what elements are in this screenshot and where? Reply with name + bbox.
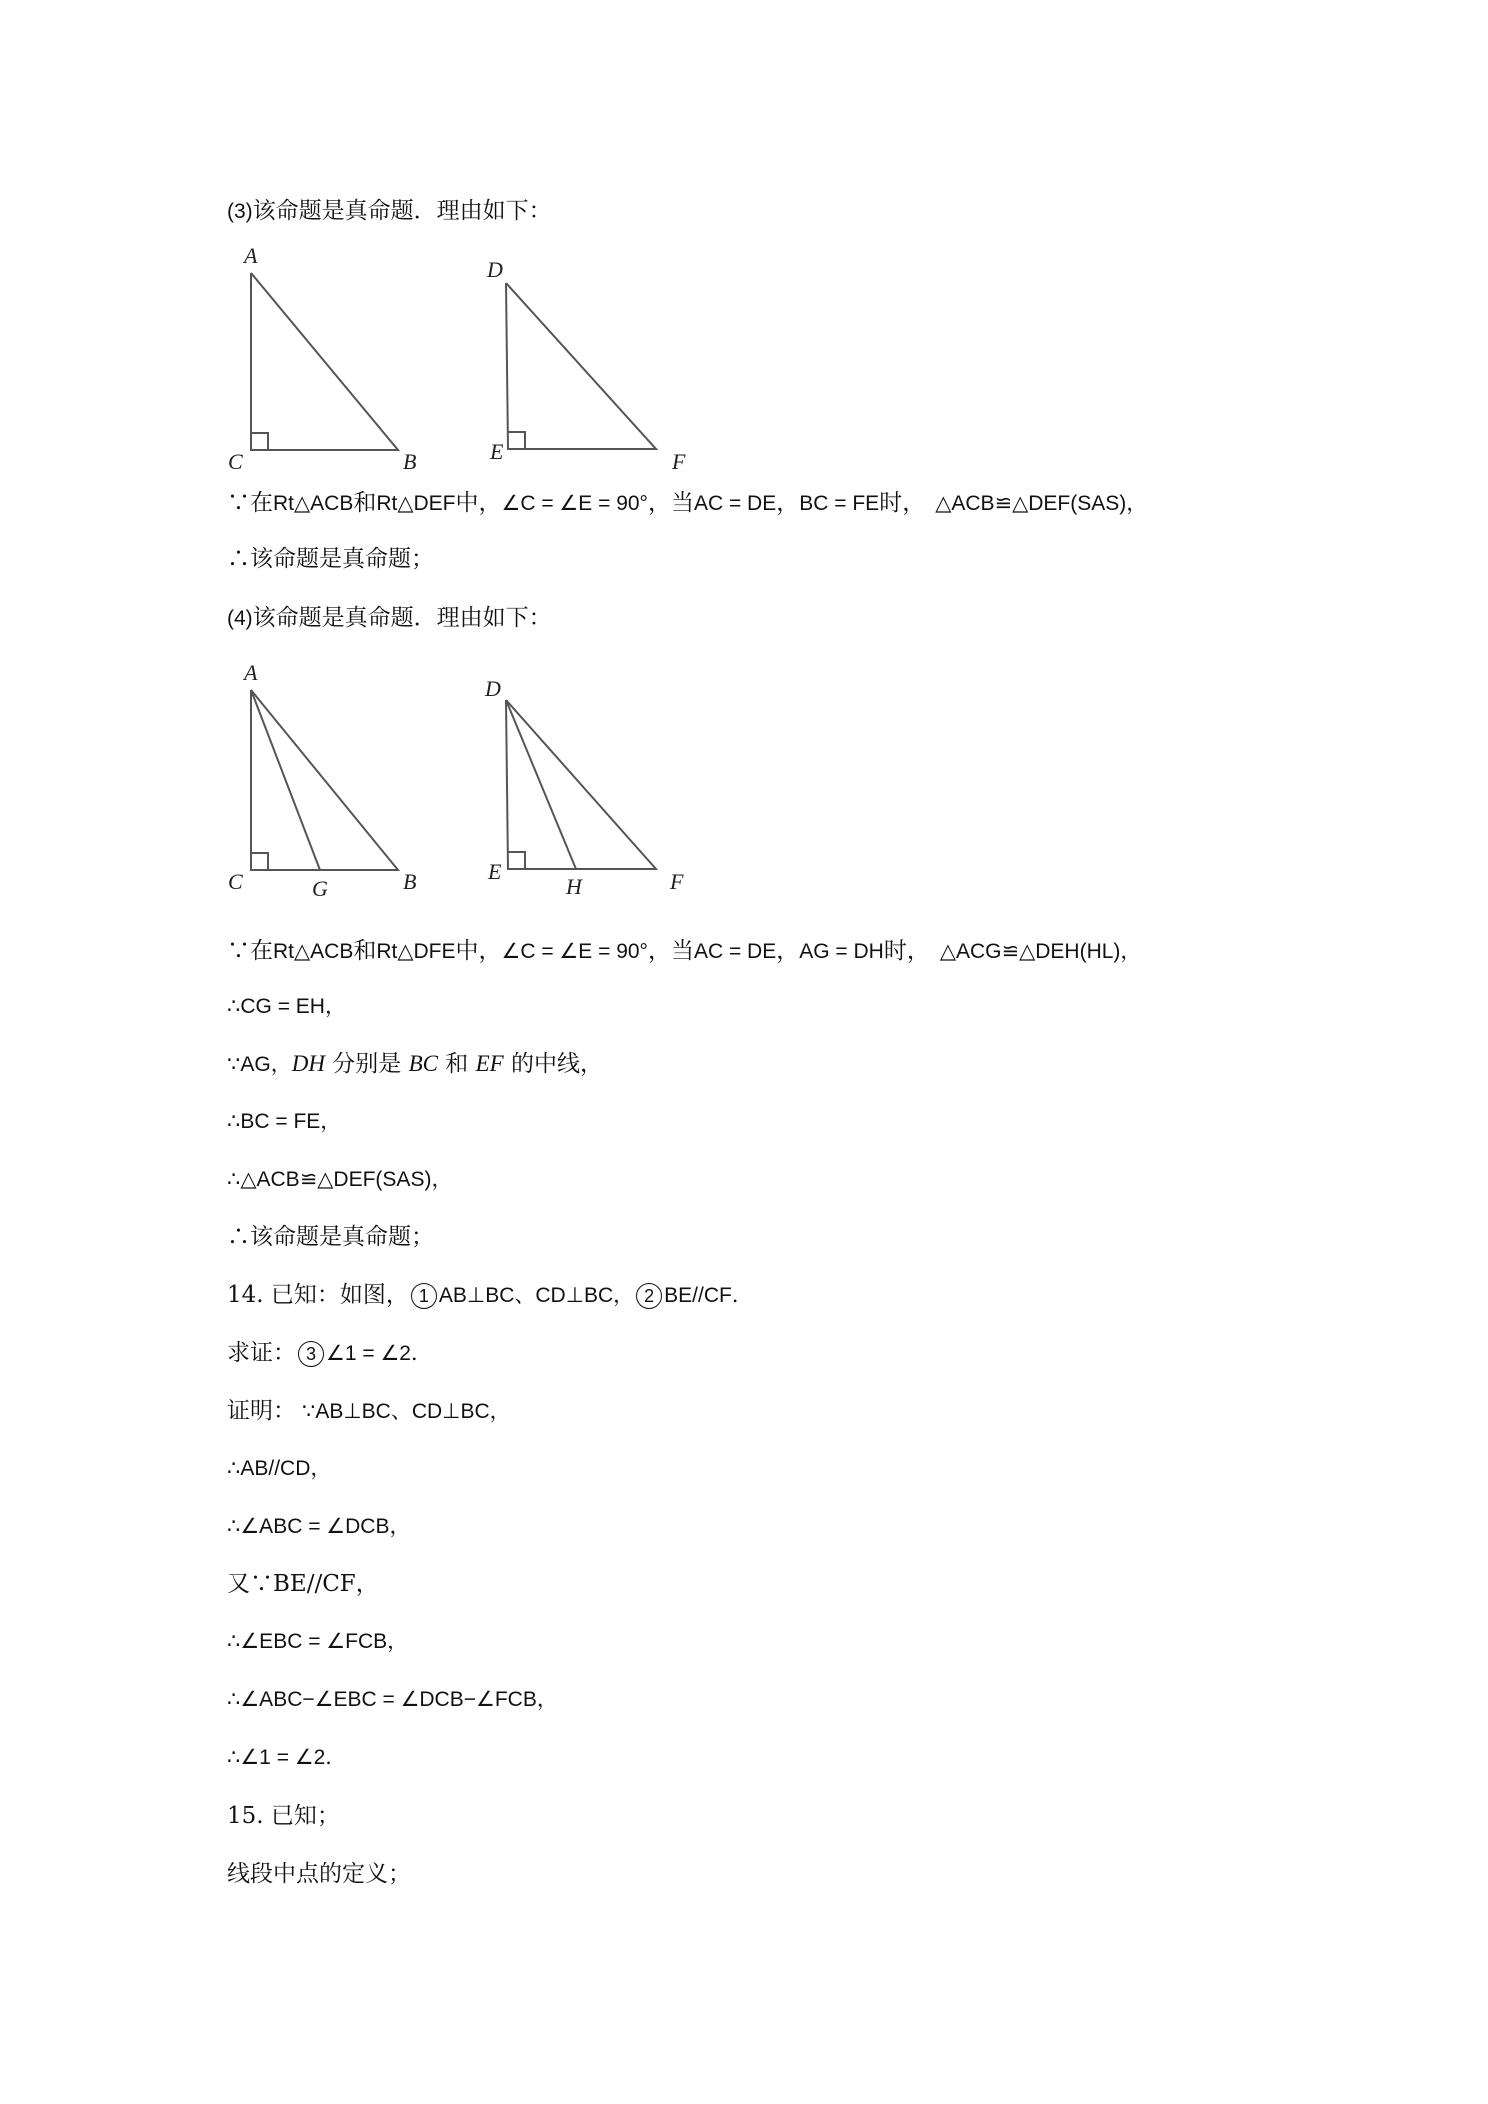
reason-3-p3: 和 (353, 490, 377, 516)
q15-line-1: 15. 已知； (227, 1803, 340, 1829)
q14-given (227, 1280, 753, 1311)
reason-4-p10: AG = DH (799, 940, 884, 963)
section-3-number: (3) (227, 200, 253, 223)
section-4-conclusion: ∴该命题是真命题； (227, 1224, 434, 1250)
q14-line-5: ∴∠ABC−∠EBC = ∠DCB−∠FCB， (227, 1688, 558, 1711)
q14-given-prefix: 14. 已知：如图， (227, 1282, 409, 1308)
reason-3-p7: ，当 (647, 490, 694, 516)
figure-3 (220, 240, 700, 479)
right-angle-mark-c-4 (251, 853, 268, 870)
section-4-reason (227, 936, 1141, 967)
section-4-text: 该命题是真命题．理由如下： (252, 605, 552, 631)
reason-3-p1: ∵在 (227, 490, 273, 516)
q14-given-t1: AB⊥BC、CD⊥BC， (438, 1284, 635, 1307)
figure-4-svg (220, 660, 700, 910)
l2-c: 分别是 (332, 1051, 402, 1077)
section-4-line-2 (227, 1049, 603, 1080)
section-4-line-4: ∴△ACB≌△DEF(SAS)， (227, 1168, 453, 1191)
label-e-4: E (488, 859, 502, 884)
section-3-heading (227, 196, 552, 227)
label-h: H (566, 874, 582, 899)
q14-prove-text: ∠1 = ∠2． (326, 1342, 432, 1365)
l2-g: 的中线， (511, 1051, 603, 1077)
section-3-text: 该命题是真命题．理由如下： (252, 198, 552, 224)
section-4-line-1: ∴CG = EH， (227, 995, 346, 1018)
label-b-4: B (403, 869, 417, 894)
l2-b: DH (291, 1051, 325, 1076)
q14-proof (227, 1396, 511, 1427)
q14-line-4: ∴∠EBC = ∠FCB， (227, 1630, 409, 1653)
l2-a: ∵AG， (227, 1053, 292, 1076)
q14-line-6: ∴∠1 = ∠2． (227, 1746, 347, 1769)
q14-prove (227, 1338, 432, 1369)
median-ag (251, 690, 320, 870)
label-e: E (490, 439, 504, 464)
label-a: A (244, 243, 258, 268)
triangle-acb (251, 273, 398, 450)
reason-3-p6: ∠C = ∠E = 90° (501, 492, 648, 515)
section-4-heading (227, 603, 552, 634)
right-angle-mark-e (508, 432, 525, 449)
q14-prove-prefix: 求证： (227, 1340, 296, 1366)
label-f: F (672, 449, 686, 474)
reason-4-p1: ∵在 (227, 938, 273, 964)
l2-f: EF (475, 1051, 504, 1076)
label-d-4: D (485, 676, 501, 701)
label-a-4: A (244, 660, 258, 685)
reason-4-p3: 和 (353, 938, 377, 964)
label-f-4: F (670, 869, 684, 894)
circled-2: 2 (636, 1283, 662, 1309)
reason-3-p5: 中， (455, 490, 502, 516)
reason-4-p6: ∠C = ∠E = 90° (501, 940, 648, 963)
reason-3-p8: AC = DE (693, 492, 777, 515)
reason-3-p10: BC = FE (799, 492, 880, 515)
reason-4-p5: 中， (455, 938, 502, 964)
triangle-def-4 (506, 700, 656, 869)
reason-3-p11: 时， (879, 490, 926, 516)
q14-line-1: ∴AB//CD， (227, 1457, 332, 1480)
reason-4-p8: AC = DE (693, 940, 777, 963)
right-angle-mark-c (251, 433, 268, 450)
figure-4 (220, 660, 700, 914)
reason-3-p9: ， (776, 490, 800, 516)
circled-3: 3 (298, 1341, 324, 1367)
section-4-number: (4) (227, 607, 253, 630)
reason-3-p4: Rt△DEF (376, 492, 456, 515)
triangle-def (506, 283, 656, 449)
figure-3-svg (220, 240, 700, 475)
circled-1: 1 (411, 1283, 437, 1309)
label-c: C (228, 449, 243, 474)
reason-4-p12: △ACG≌△DEH(HL)， (939, 940, 1142, 963)
q15-line-2: 线段中点的定义； (227, 1861, 411, 1887)
triangle-acb-4 (251, 690, 398, 870)
q14-given-t2: BE//CF． (664, 1284, 753, 1307)
reason-3-p12: △ACB≌△DEF(SAS)， (935, 492, 1148, 515)
label-c-4: C (228, 869, 243, 894)
l2-e: 和 (445, 1051, 469, 1077)
reason-3-p2: Rt△ACB (273, 492, 354, 515)
section-4-line-3: ∴BC = FE， (227, 1110, 342, 1133)
section-3-conclusion: ∴该命题是真命题； (227, 546, 434, 572)
section-3-reason (227, 488, 1147, 519)
q14-line-2: ∴∠ABC = ∠DCB， (227, 1515, 411, 1538)
q14-proof-text: ∵AB⊥BC、CD⊥BC， (302, 1400, 511, 1423)
label-d: D (487, 257, 503, 282)
right-angle-mark-e-4 (508, 852, 525, 869)
reason-4-p4: Rt△DFE (376, 940, 456, 963)
reason-4-p2: Rt△ACB (273, 940, 354, 963)
reason-4-p9: ， (776, 938, 800, 964)
median-dh (506, 700, 576, 869)
label-g: G (312, 876, 328, 901)
l2-d: BC (408, 1051, 438, 1076)
q14-proof-prefix: 证明： (227, 1398, 296, 1424)
q14-line-3: 又∵BE//CF， (227, 1571, 379, 1597)
label-b: B (403, 449, 417, 474)
reason-4-p11: 时， (883, 938, 930, 964)
reason-4-p7: ，当 (647, 938, 694, 964)
